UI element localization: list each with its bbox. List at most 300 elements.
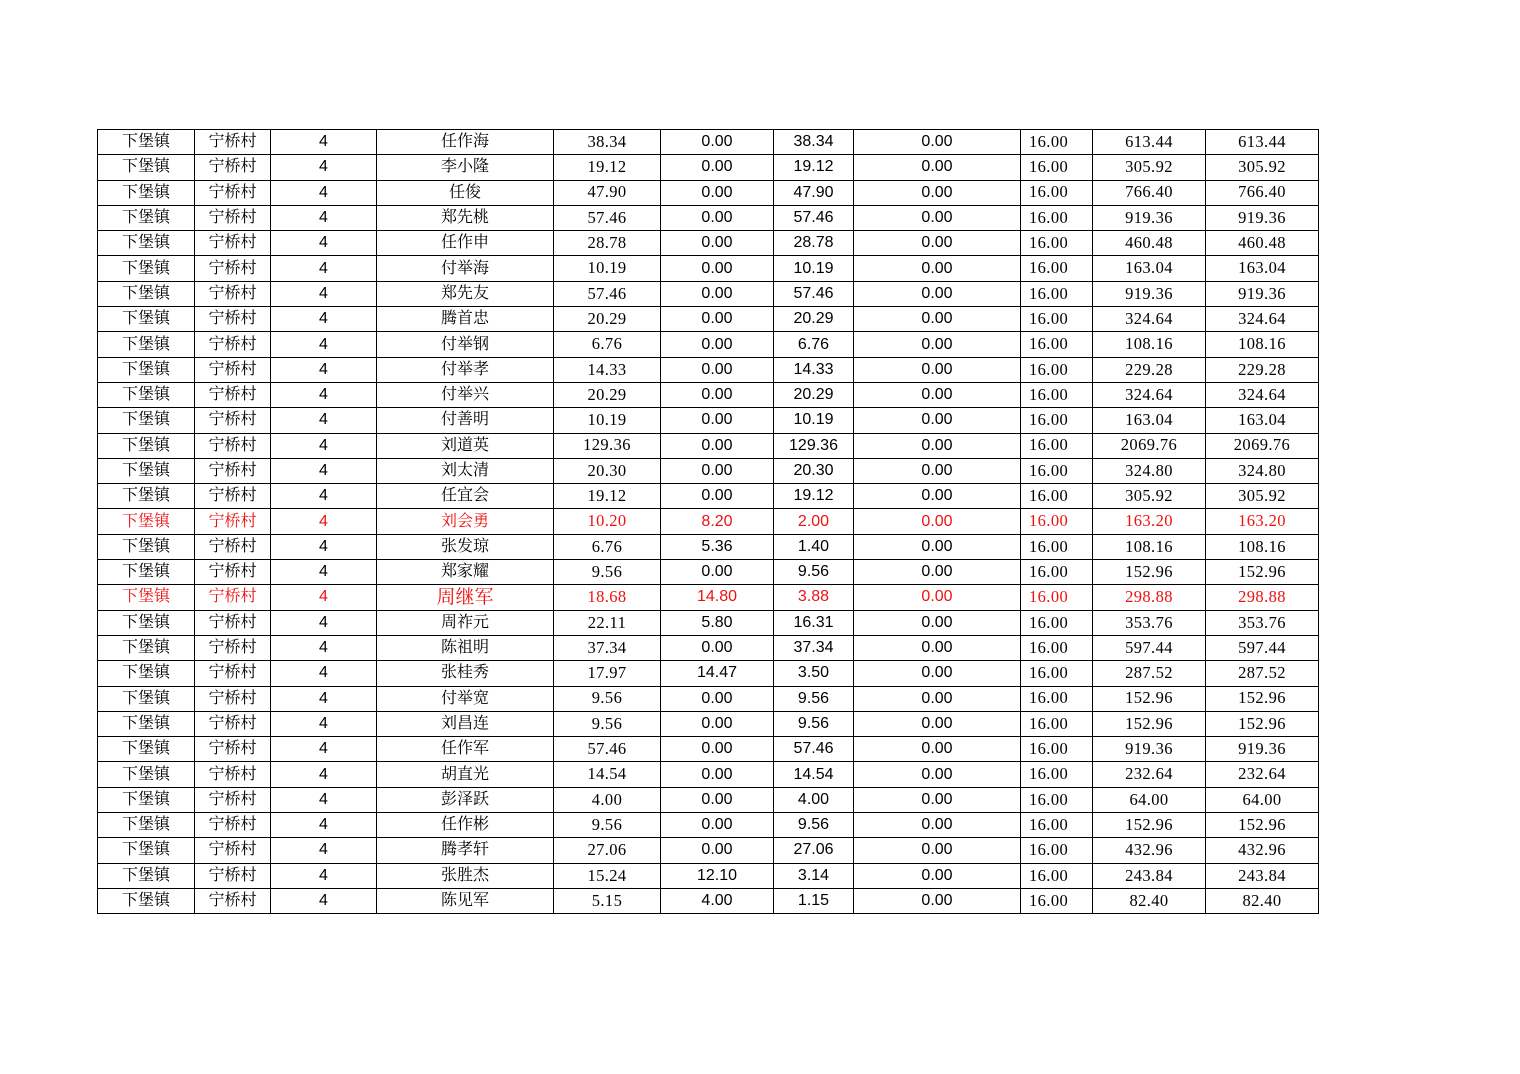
- cell-area: 18.68: [554, 585, 661, 610]
- cell-amount: 152.96: [1093, 711, 1206, 736]
- cell-group: 4: [271, 484, 377, 509]
- table-row: [98, 307, 1319, 332]
- cell-col7: 57.46: [774, 281, 854, 306]
- cell-rate: 16.00: [1021, 458, 1093, 483]
- cell-amount: 919.36: [1093, 205, 1206, 230]
- cell-total: 108.16: [1206, 332, 1319, 357]
- cell-rate: 16.00: [1021, 130, 1093, 155]
- cell-amount: 82.40: [1093, 888, 1206, 913]
- cell-village: 宁桥村: [195, 686, 271, 711]
- cell-area: 19.12: [554, 484, 661, 509]
- cell-group: 4: [271, 813, 377, 838]
- table-row: [98, 382, 1319, 407]
- cell-group: 4: [271, 534, 377, 559]
- cell-amount: 163.04: [1093, 256, 1206, 281]
- cell-total: 163.04: [1206, 256, 1319, 281]
- cell-col8: 0.00: [854, 484, 1021, 509]
- cell-rate: 16.00: [1021, 205, 1093, 230]
- cell-amount: 163.20: [1093, 509, 1206, 534]
- cell-total: 305.92: [1206, 155, 1319, 180]
- table-row: [98, 635, 1319, 660]
- cell-area: 17.97: [554, 661, 661, 686]
- cell-village: 宁桥村: [195, 433, 271, 458]
- cell-group: 4: [271, 661, 377, 686]
- cell-col6: 0.00: [661, 281, 774, 306]
- table-row: [98, 458, 1319, 483]
- cell-group: 4: [271, 281, 377, 306]
- cell-total: 919.36: [1206, 737, 1319, 762]
- cell-town: 下堡镇: [98, 711, 195, 736]
- cell-amount: 766.40: [1093, 180, 1206, 205]
- cell-rate: 16.00: [1021, 231, 1093, 256]
- cell-group: 4: [271, 585, 377, 610]
- cell-town: 下堡镇: [98, 813, 195, 838]
- cell-rate: 16.00: [1021, 585, 1093, 610]
- cell-col6: 8.20: [661, 509, 774, 534]
- cell-village: 宁桥村: [195, 585, 271, 610]
- cell-area: 37.34: [554, 635, 661, 660]
- cell-name: 李小隆: [377, 155, 554, 180]
- cell-col8: 0.00: [854, 888, 1021, 913]
- cell-group: 4: [271, 130, 377, 155]
- cell-rate: 16.00: [1021, 155, 1093, 180]
- cell-amount: 919.36: [1093, 737, 1206, 762]
- cell-col6: 0.00: [661, 711, 774, 736]
- cell-col8: 0.00: [854, 509, 1021, 534]
- cell-rate: 16.00: [1021, 787, 1093, 812]
- table-row: [98, 180, 1319, 205]
- cell-group: 4: [271, 509, 377, 534]
- cell-total: 64.00: [1206, 787, 1319, 812]
- cell-town: 下堡镇: [98, 281, 195, 306]
- cell-col8: 0.00: [854, 534, 1021, 559]
- cell-village: 宁桥村: [195, 711, 271, 736]
- table-row: [98, 205, 1319, 230]
- cell-town: 下堡镇: [98, 509, 195, 534]
- cell-group: 4: [271, 155, 377, 180]
- cell-amount: 298.88: [1093, 585, 1206, 610]
- cell-group: 4: [271, 686, 377, 711]
- cell-village: 宁桥村: [195, 762, 271, 787]
- cell-name: 刘会勇: [377, 509, 554, 534]
- cell-area: 5.15: [554, 888, 661, 913]
- cell-area: 14.54: [554, 762, 661, 787]
- cell-area: 20.30: [554, 458, 661, 483]
- cell-village: 宁桥村: [195, 130, 271, 155]
- cell-col8: 0.00: [854, 635, 1021, 660]
- cell-total: 232.64: [1206, 762, 1319, 787]
- cell-rate: 16.00: [1021, 661, 1093, 686]
- cell-col8: 0.00: [854, 787, 1021, 812]
- cell-col6: 5.36: [661, 534, 774, 559]
- cell-total: 353.76: [1206, 610, 1319, 635]
- cell-amount: 2069.76: [1093, 433, 1206, 458]
- cell-town: 下堡镇: [98, 307, 195, 332]
- cell-rate: 16.00: [1021, 509, 1093, 534]
- cell-rate: 16.00: [1021, 256, 1093, 281]
- table-row: [98, 509, 1319, 534]
- cell-name: 付举宽: [377, 686, 554, 711]
- cell-village: 宁桥村: [195, 560, 271, 585]
- cell-total: 460.48: [1206, 231, 1319, 256]
- cell-col7: 1.15: [774, 888, 854, 913]
- cell-group: 4: [271, 610, 377, 635]
- cell-col7: 20.29: [774, 382, 854, 407]
- cell-name: 陈见军: [377, 888, 554, 913]
- cell-rate: 16.00: [1021, 408, 1093, 433]
- cell-amount: 108.16: [1093, 534, 1206, 559]
- cell-area: 15.24: [554, 863, 661, 888]
- cell-village: 宁桥村: [195, 863, 271, 888]
- cell-village: 宁桥村: [195, 509, 271, 534]
- cell-col8: 0.00: [854, 711, 1021, 736]
- cell-col6: 0.00: [661, 332, 774, 357]
- cell-village: 宁桥村: [195, 888, 271, 913]
- cell-rate: 16.00: [1021, 332, 1093, 357]
- cell-town: 下堡镇: [98, 408, 195, 433]
- cell-name: 刘太清: [377, 458, 554, 483]
- cell-col8: 0.00: [854, 130, 1021, 155]
- cell-group: 4: [271, 711, 377, 736]
- cell-name: 付举海: [377, 256, 554, 281]
- cell-group: 4: [271, 787, 377, 812]
- cell-name: 任作申: [377, 231, 554, 256]
- cell-amount: 353.76: [1093, 610, 1206, 635]
- cell-amount: 305.92: [1093, 484, 1206, 509]
- cell-col7: 37.34: [774, 635, 854, 660]
- table-row: [98, 888, 1319, 913]
- cell-town: 下堡镇: [98, 762, 195, 787]
- cell-town: 下堡镇: [98, 635, 195, 660]
- cell-total: 324.80: [1206, 458, 1319, 483]
- cell-col7: 4.00: [774, 787, 854, 812]
- cell-col7: 6.76: [774, 332, 854, 357]
- table-row: [98, 332, 1319, 357]
- cell-total: 432.96: [1206, 838, 1319, 863]
- cell-group: 4: [271, 635, 377, 660]
- cell-area: 22.11: [554, 610, 661, 635]
- cell-amount: 324.64: [1093, 382, 1206, 407]
- cell-col8: 0.00: [854, 281, 1021, 306]
- table-row: [98, 560, 1319, 585]
- cell-town: 下堡镇: [98, 231, 195, 256]
- cell-amount: 305.92: [1093, 155, 1206, 180]
- cell-col7: 2.00: [774, 509, 854, 534]
- cell-name: 周祚元: [377, 610, 554, 635]
- cell-rate: 16.00: [1021, 307, 1093, 332]
- cell-col6: 0.00: [661, 813, 774, 838]
- cell-group: 4: [271, 256, 377, 281]
- cell-area: 28.78: [554, 231, 661, 256]
- cell-col8: 0.00: [854, 838, 1021, 863]
- cell-col8: 0.00: [854, 433, 1021, 458]
- cell-village: 宁桥村: [195, 484, 271, 509]
- cell-col6: 0.00: [661, 408, 774, 433]
- cell-col8: 0.00: [854, 332, 1021, 357]
- cell-total: 597.44: [1206, 635, 1319, 660]
- cell-col7: 20.30: [774, 458, 854, 483]
- cell-name: 任宜会: [377, 484, 554, 509]
- cell-total: 305.92: [1206, 484, 1319, 509]
- cell-total: 152.96: [1206, 711, 1319, 736]
- cell-col7: 9.56: [774, 686, 854, 711]
- cell-col7: 28.78: [774, 231, 854, 256]
- cell-amount: 64.00: [1093, 787, 1206, 812]
- cell-col6: 12.10: [661, 863, 774, 888]
- table-row: [98, 787, 1319, 812]
- cell-town: 下堡镇: [98, 787, 195, 812]
- cell-area: 19.12: [554, 155, 661, 180]
- cell-col8: 0.00: [854, 357, 1021, 382]
- cell-col6: 0.00: [661, 787, 774, 812]
- cell-col6: 0.00: [661, 560, 774, 585]
- cell-name: 任作军: [377, 737, 554, 762]
- cell-group: 4: [271, 205, 377, 230]
- cell-col6: 0.00: [661, 635, 774, 660]
- cell-rate: 16.00: [1021, 737, 1093, 762]
- cell-rate: 16.00: [1021, 357, 1093, 382]
- cell-rate: 16.00: [1021, 888, 1093, 913]
- cell-amount: 613.44: [1093, 130, 1206, 155]
- cell-col8: 0.00: [854, 180, 1021, 205]
- table-row: [98, 711, 1319, 736]
- cell-town: 下堡镇: [98, 357, 195, 382]
- cell-area: 10.20: [554, 509, 661, 534]
- table-row: [98, 762, 1319, 787]
- cell-town: 下堡镇: [98, 560, 195, 585]
- cell-rate: 16.00: [1021, 635, 1093, 660]
- cell-rate: 16.00: [1021, 281, 1093, 306]
- cell-col6: 14.80: [661, 585, 774, 610]
- cell-total: 152.96: [1206, 813, 1319, 838]
- cell-village: 宁桥村: [195, 256, 271, 281]
- cell-col7: 9.56: [774, 711, 854, 736]
- cell-col8: 0.00: [854, 560, 1021, 585]
- cell-group: 4: [271, 838, 377, 863]
- cell-col8: 0.00: [854, 762, 1021, 787]
- cell-town: 下堡镇: [98, 534, 195, 559]
- cell-village: 宁桥村: [195, 661, 271, 686]
- cell-town: 下堡镇: [98, 130, 195, 155]
- cell-col7: 19.12: [774, 155, 854, 180]
- cell-name: 郑家耀: [377, 560, 554, 585]
- cell-area: 38.34: [554, 130, 661, 155]
- cell-town: 下堡镇: [98, 838, 195, 863]
- cell-area: 20.29: [554, 307, 661, 332]
- cell-village: 宁桥村: [195, 205, 271, 230]
- cell-col6: 0.00: [661, 130, 774, 155]
- cell-town: 下堡镇: [98, 155, 195, 180]
- cell-amount: 152.96: [1093, 813, 1206, 838]
- cell-rate: 16.00: [1021, 534, 1093, 559]
- cell-name: 郑先桃: [377, 205, 554, 230]
- cell-total: 243.84: [1206, 863, 1319, 888]
- cell-amount: 108.16: [1093, 332, 1206, 357]
- table-row: [98, 484, 1319, 509]
- cell-village: 宁桥村: [195, 281, 271, 306]
- cell-village: 宁桥村: [195, 635, 271, 660]
- cell-col8: 0.00: [854, 737, 1021, 762]
- cell-group: 4: [271, 180, 377, 205]
- table-row: [98, 813, 1319, 838]
- cell-col8: 0.00: [854, 585, 1021, 610]
- cell-col7: 27.06: [774, 838, 854, 863]
- cell-total: 152.96: [1206, 560, 1319, 585]
- cell-town: 下堡镇: [98, 484, 195, 509]
- cell-village: 宁桥村: [195, 382, 271, 407]
- cell-total: 324.64: [1206, 307, 1319, 332]
- cell-name: 张胜杰: [377, 863, 554, 888]
- table-row: [98, 408, 1319, 433]
- cell-total: 766.40: [1206, 180, 1319, 205]
- table-row: [98, 357, 1319, 382]
- cell-group: 4: [271, 231, 377, 256]
- table-row: [98, 737, 1319, 762]
- cell-village: 宁桥村: [195, 408, 271, 433]
- cell-village: 宁桥村: [195, 737, 271, 762]
- cell-name: 胡直光: [377, 762, 554, 787]
- cell-col7: 14.54: [774, 762, 854, 787]
- cell-village: 宁桥村: [195, 332, 271, 357]
- cell-col6: 5.80: [661, 610, 774, 635]
- cell-village: 宁桥村: [195, 458, 271, 483]
- cell-group: 4: [271, 737, 377, 762]
- cell-name: 郑先友: [377, 281, 554, 306]
- cell-name: 刘昌连: [377, 711, 554, 736]
- cell-rate: 16.00: [1021, 382, 1093, 407]
- table-row: [98, 661, 1319, 686]
- cell-col6: 0.00: [661, 357, 774, 382]
- cell-area: 9.56: [554, 560, 661, 585]
- cell-village: 宁桥村: [195, 813, 271, 838]
- cell-total: 108.16: [1206, 534, 1319, 559]
- cell-col6: 0.00: [661, 180, 774, 205]
- cell-col7: 19.12: [774, 484, 854, 509]
- cell-amount: 460.48: [1093, 231, 1206, 256]
- cell-area: 9.56: [554, 686, 661, 711]
- cell-name: 任作海: [377, 130, 554, 155]
- cell-name: 腾孝轩: [377, 838, 554, 863]
- cell-col6: 0.00: [661, 155, 774, 180]
- cell-name: 腾首忠: [377, 307, 554, 332]
- cell-area: 57.46: [554, 737, 661, 762]
- cell-rate: 16.00: [1021, 484, 1093, 509]
- cell-col8: 0.00: [854, 661, 1021, 686]
- table-body: [98, 130, 1319, 914]
- cell-name: 刘道英: [377, 433, 554, 458]
- cell-amount: 229.28: [1093, 357, 1206, 382]
- cell-group: 4: [271, 888, 377, 913]
- cell-col6: 0.00: [661, 686, 774, 711]
- cell-area: 57.46: [554, 281, 661, 306]
- cell-col6: 0.00: [661, 737, 774, 762]
- cell-amount: 324.64: [1093, 307, 1206, 332]
- cell-col7: 9.56: [774, 560, 854, 585]
- cell-group: 4: [271, 408, 377, 433]
- cell-amount: 152.96: [1093, 686, 1206, 711]
- cell-col8: 0.00: [854, 382, 1021, 407]
- table-row: [98, 155, 1319, 180]
- cell-group: 4: [271, 863, 377, 888]
- cell-name: 付举钢: [377, 332, 554, 357]
- cell-group: 4: [271, 307, 377, 332]
- cell-col8: 0.00: [854, 863, 1021, 888]
- cell-col6: 0.00: [661, 382, 774, 407]
- cell-col7: 3.88: [774, 585, 854, 610]
- cell-town: 下堡镇: [98, 661, 195, 686]
- cell-col7: 9.56: [774, 813, 854, 838]
- cell-col7: 16.31: [774, 610, 854, 635]
- cell-col7: 14.33: [774, 357, 854, 382]
- cell-amount: 432.96: [1093, 838, 1206, 863]
- cell-name: 任俊: [377, 180, 554, 205]
- table-row: [98, 231, 1319, 256]
- cell-area: 57.46: [554, 205, 661, 230]
- table-row: [98, 863, 1319, 888]
- cell-rate: 16.00: [1021, 686, 1093, 711]
- cell-col7: 3.50: [774, 661, 854, 686]
- cell-rate: 16.00: [1021, 863, 1093, 888]
- cell-town: 下堡镇: [98, 256, 195, 281]
- cell-col7: 20.29: [774, 307, 854, 332]
- cell-total: 287.52: [1206, 661, 1319, 686]
- cell-area: 4.00: [554, 787, 661, 812]
- cell-total: 919.36: [1206, 281, 1319, 306]
- cell-col8: 0.00: [854, 686, 1021, 711]
- cell-town: 下堡镇: [98, 863, 195, 888]
- cell-rate: 16.00: [1021, 433, 1093, 458]
- cell-village: 宁桥村: [195, 155, 271, 180]
- cell-col6: 0.00: [661, 484, 774, 509]
- cell-col6: 0.00: [661, 231, 774, 256]
- cell-town: 下堡镇: [98, 610, 195, 635]
- cell-town: 下堡镇: [98, 332, 195, 357]
- cell-name: 张桂秀: [377, 661, 554, 686]
- table-row: [98, 585, 1319, 610]
- cell-town: 下堡镇: [98, 686, 195, 711]
- cell-name: 张发琼: [377, 534, 554, 559]
- cell-col6: 0.00: [661, 307, 774, 332]
- cell-group: 4: [271, 382, 377, 407]
- cell-col7: 57.46: [774, 737, 854, 762]
- cell-col6: 14.47: [661, 661, 774, 686]
- cell-col7: 3.14: [774, 863, 854, 888]
- cell-town: 下堡镇: [98, 205, 195, 230]
- cell-col8: 0.00: [854, 458, 1021, 483]
- cell-col6: 4.00: [661, 888, 774, 913]
- cell-total: 82.40: [1206, 888, 1319, 913]
- cell-total: 163.04: [1206, 408, 1319, 433]
- cell-rate: 16.00: [1021, 762, 1093, 787]
- cell-amount: 597.44: [1093, 635, 1206, 660]
- cell-town: 下堡镇: [98, 888, 195, 913]
- cell-col8: 0.00: [854, 408, 1021, 433]
- cell-rate: 16.00: [1021, 711, 1093, 736]
- cell-name: 付善明: [377, 408, 554, 433]
- cell-group: 4: [271, 433, 377, 458]
- cell-village: 宁桥村: [195, 231, 271, 256]
- table-row: [98, 686, 1319, 711]
- cell-col8: 0.00: [854, 231, 1021, 256]
- cell-rate: 16.00: [1021, 180, 1093, 205]
- cell-village: 宁桥村: [195, 838, 271, 863]
- cell-col8: 0.00: [854, 610, 1021, 635]
- cell-total: 2069.76: [1206, 433, 1319, 458]
- cell-village: 宁桥村: [195, 787, 271, 812]
- cell-area: 129.36: [554, 433, 661, 458]
- cell-col8: 0.00: [854, 155, 1021, 180]
- cell-town: 下堡镇: [98, 458, 195, 483]
